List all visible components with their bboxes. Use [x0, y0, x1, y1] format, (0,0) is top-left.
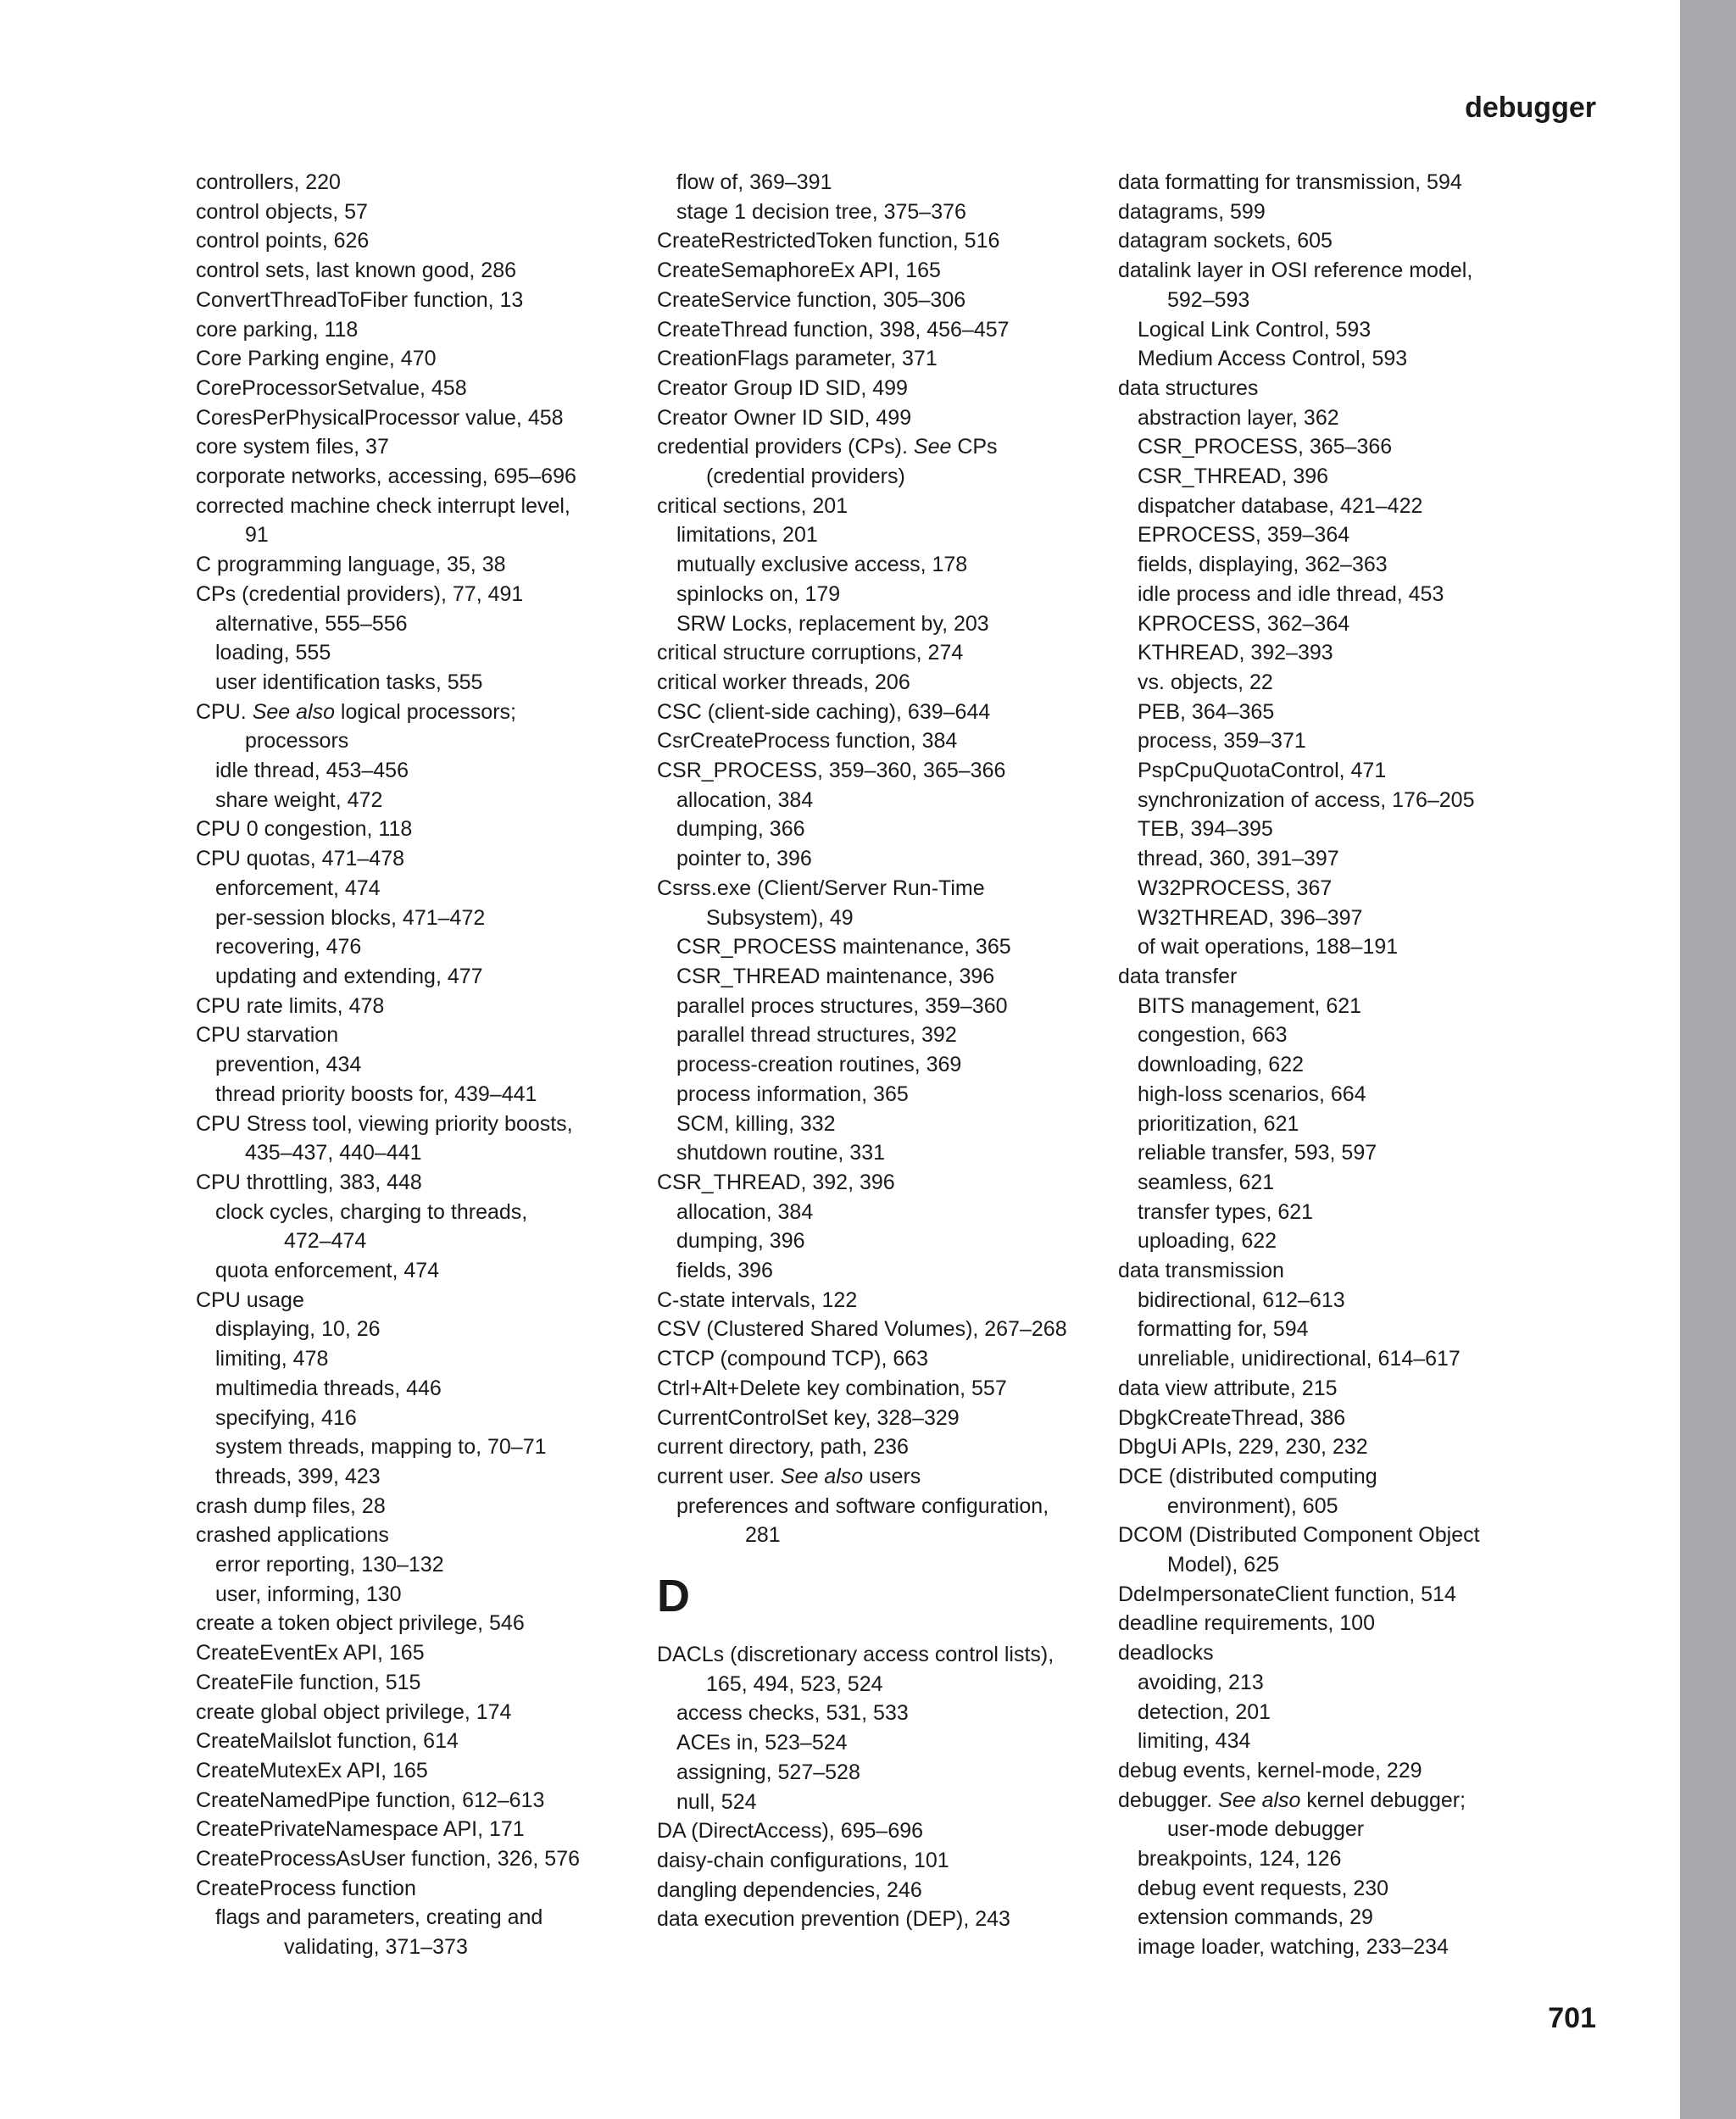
index-entry: control points, 626: [196, 229, 370, 253]
index-entry: crashed applications: [196, 1523, 389, 1548]
index-subentry: BITS management, 621: [1138, 993, 1362, 1018]
running-head: debugger: [1465, 92, 1596, 124]
index-entry: DbgkCreateThread, 386: [1118, 1405, 1346, 1430]
index-entry: critical worker threads, 206: [657, 670, 910, 694]
index-entry: current directory, path, 236: [657, 1435, 909, 1460]
index-entry: [657, 432, 1098, 462]
index-entry: data formatting for transmission, 594: [1118, 170, 1462, 194]
see-also-reference: See also: [780, 1464, 864, 1488]
index-subentry: pointer to, 396: [676, 847, 812, 871]
index-subentry: process, 359–371: [1138, 729, 1306, 754]
index-subentry: prioritization, 621: [1138, 1111, 1299, 1136]
index-entry: DCE (distributed computing: [1118, 1464, 1377, 1488]
index-entry: daisy-chain configurations, 101: [657, 1848, 949, 1872]
index-subentry: avoiding, 213: [1138, 1670, 1264, 1694]
index-entry: Creator Group ID SID, 499: [657, 375, 908, 400]
index-entry: corporate networks, accessing, 695–696: [196, 464, 576, 489]
index-subentry: specifying, 416: [215, 1405, 357, 1430]
index-entry: CreateSemaphoreEx API, 165: [657, 259, 941, 283]
index-subentry: congestion, 663: [1138, 1023, 1288, 1048]
index-entry: control objects, 57: [196, 199, 368, 224]
index-subentry: system threads, mapping to, 70–71: [215, 1435, 547, 1460]
index-entry: ConvertThreadToFiber function, 13: [196, 287, 524, 312]
index-subentry: user identification tasks, 555: [215, 670, 483, 694]
index-entry: CPs (credential providers), 77, 491: [196, 581, 524, 606]
index-subentry: KPROCESS, 362–364: [1138, 611, 1350, 636]
entry-text: CPs: [951, 435, 998, 459]
index-entry: corrected machine check interrupt level,: [196, 493, 570, 518]
index-subentry: flow of, 369–391: [676, 170, 832, 194]
entry-text: users: [863, 1464, 921, 1488]
index-entry: user-mode debugger: [1167, 1817, 1365, 1842]
index-subentry: per-session blocks, 471–472: [215, 905, 486, 930]
index-subentry: error reporting, 130–132: [215, 1553, 444, 1577]
index-subentry: KTHREAD, 392–393: [1138, 641, 1333, 665]
index-entry: CreateThread function, 398, 456–457: [657, 317, 1010, 342]
index-subentry: dispatcher database, 421–422: [1138, 493, 1423, 518]
index-entry: C programming language, 35, 38: [196, 553, 506, 577]
index-subentry: W32THREAD, 396–397: [1138, 905, 1363, 930]
index-subentry: fields, 396: [676, 1259, 773, 1283]
index-subentry: enforcement, 474: [215, 876, 381, 900]
index-entry: Csrss.exe (Client/Server Run-Time: [657, 876, 985, 900]
index-entry: 91: [245, 523, 269, 548]
index-subentry: thread, 360, 391–397: [1138, 847, 1339, 871]
index-subentry: PspCpuQuotaControl, 471: [1138, 759, 1387, 783]
index-subentry: fields, displaying, 362–363: [1138, 553, 1388, 577]
see-also-reference: See also: [1218, 1788, 1301, 1812]
index-entry: CSV (Clustered Shared Volumes), 267–268: [657, 1317, 1067, 1342]
index-entry: CreateFile function, 515: [196, 1670, 421, 1694]
index-entry: environment), 605: [1167, 1493, 1338, 1518]
index-subentry: updating and extending, 477: [215, 964, 483, 988]
index-entry: CSR_PROCESS, 359–360, 365–366: [657, 759, 1006, 783]
index-entry: CreateProcess function: [196, 1876, 416, 1900]
index-subentry: multimedia threads, 446: [215, 1376, 442, 1400]
index-entry: CreateService function, 305–306: [657, 287, 966, 312]
index-subentry: process-creation routines, 369: [676, 1053, 962, 1077]
index-entry: core parking, 118: [196, 317, 359, 342]
index-subentry: threads, 399, 423: [215, 1464, 381, 1488]
index-entry: CoresPerPhysicalProcessor value, 458: [196, 405, 564, 430]
index-entry: DbgUi APIs, 229, 230, 232: [1118, 1435, 1368, 1460]
index-subentry: share weight, 472: [215, 787, 383, 812]
index-subentry: TEB, 394–395: [1138, 817, 1273, 842]
index-subentry: 472–474: [284, 1229, 367, 1254]
index-subentry: displaying, 10, 26: [215, 1317, 381, 1342]
index-entry: data view attribute, 215: [1118, 1376, 1338, 1400]
index-subentry: extension commands, 29: [1138, 1905, 1373, 1930]
index-subentry: access checks, 531, 533: [676, 1701, 909, 1726]
index-entry: CPU 0 congestion, 118: [196, 817, 413, 842]
index-entry: create a token object privilege, 546: [196, 1611, 525, 1636]
page-number: 701: [1548, 2002, 1596, 2034]
index-entry: [1118, 1786, 1559, 1816]
index-entry: CreateEventEx API, 165: [196, 1641, 425, 1666]
index-subentry: CSR_THREAD, 396: [1138, 464, 1329, 489]
index-subentry: SCM, killing, 332: [676, 1111, 836, 1136]
index-subentry: unreliable, unidirectional, 614–617: [1138, 1347, 1461, 1371]
entry-text: logical processors;: [334, 699, 516, 724]
index-entry: CPU quotas, 471–478: [196, 847, 405, 871]
index-subentry: vs. objects, 22: [1138, 670, 1273, 694]
index-entry: CurrentControlSet key, 328–329: [657, 1405, 960, 1430]
index-subentry: debug event requests, 230: [1138, 1876, 1389, 1900]
index-subentry: transfer types, 621: [1138, 1199, 1314, 1224]
index-subentry: flags and parameters, creating and: [215, 1905, 543, 1930]
entry-text: CPU.: [196, 699, 253, 724]
index-subentry: reliable transfer, 593, 597: [1138, 1141, 1377, 1165]
index-subentry: image loader, watching, 233–234: [1138, 1935, 1449, 1960]
index-entry: CPU throttling, 383, 448: [196, 1170, 422, 1194]
index-entry: CreateMailslot function, 614: [196, 1729, 459, 1754]
index-entry: deadline requirements, 100: [1118, 1611, 1375, 1636]
index-entry: DdeImpersonateClient function, 514: [1118, 1582, 1456, 1606]
index-entry: DA (DirectAccess), 695–696: [657, 1819, 924, 1844]
index-subentry: parallel proces structures, 359–360: [676, 993, 1008, 1018]
index-entry: data structures: [1118, 375, 1259, 400]
index-subentry: spinlocks on, 179: [676, 581, 841, 606]
index-entry: control sets, last known good, 286: [196, 259, 517, 283]
index-entry: [196, 698, 637, 727]
index-entry: CPU starvation: [196, 1023, 339, 1048]
index-entry: critical sections, 201: [657, 493, 849, 518]
index-subentry: recovering, 476: [215, 935, 362, 959]
index-column-1: [196, 168, 637, 1962]
index-entry: CPU usage: [196, 1288, 304, 1312]
index-subentry: Logical Link Control, 593: [1138, 317, 1372, 342]
index-entry: (credential providers): [706, 464, 905, 489]
index-subentry: CSR_THREAD maintenance, 396: [676, 964, 995, 988]
index-entry: dangling dependencies, 246: [657, 1877, 922, 1902]
index-entry: data transmission: [1118, 1259, 1284, 1283]
index-subentry: 281: [745, 1523, 781, 1548]
index-subentry: user, informing, 130: [215, 1582, 402, 1606]
index-subentry: thread priority boosts for, 439–441: [215, 1082, 537, 1106]
index-subentry: shutdown routine, 331: [676, 1141, 886, 1165]
index-subentry: loading, 555: [215, 641, 331, 665]
index-entry: [657, 1462, 1098, 1492]
index-entry: CPU Stress tool, viewing priority boosts,: [196, 1111, 573, 1136]
index-subentry: downloading, 622: [1138, 1053, 1304, 1077]
index-subentry: W32PROCESS, 367: [1138, 876, 1333, 900]
index-subentry: breakpoints, 124, 126: [1138, 1847, 1342, 1872]
index-entry: Subsystem), 49: [706, 905, 854, 930]
index-entry: CreateMutexEx API, 165: [196, 1758, 428, 1783]
see-also-reference: See: [913, 435, 952, 459]
index-subentry: prevention, 434: [215, 1053, 362, 1077]
index-subentry: allocation, 384: [676, 1199, 814, 1224]
index-subentry: idle process and idle thread, 453: [1138, 581, 1444, 606]
index-subentry: alternative, 555–556: [215, 611, 408, 636]
index-entry: Creator Owner ID SID, 499: [657, 405, 912, 430]
index-entry: CreatePrivateNamespace API, 171: [196, 1817, 525, 1842]
index-subentry: bidirectional, 612–613: [1138, 1288, 1345, 1312]
index-entry: debug events, kernel-mode, 229: [1118, 1758, 1422, 1783]
index-entry: CSC (client-side caching), 639–644: [657, 699, 991, 724]
index-subentry: dumping, 366: [676, 817, 805, 842]
index-entry: controllers, 220: [196, 170, 341, 194]
index-entry: critical structure corruptions, 274: [657, 641, 964, 665]
index-subentry: limitations, 201: [676, 523, 818, 548]
index-subentry: dumping, 396: [676, 1229, 805, 1254]
index-entry: CSR_THREAD, 392, 396: [657, 1170, 895, 1194]
index-entry: CreateRestrictedToken function, 516: [657, 229, 1000, 253]
index-entry: DACLs (discretionary access control lists),: [657, 1643, 1054, 1667]
index-entry: create global object privilege, 174: [196, 1699, 512, 1724]
index-subentry: CSR_PROCESS, 365–366: [1138, 435, 1393, 459]
entry-text: credential providers (CPs).: [657, 435, 914, 459]
index-subentry: EPROCESS, 359–364: [1138, 523, 1350, 548]
index-column-2: [657, 168, 1098, 1934]
entry-text: current user.: [657, 1464, 781, 1488]
index-entry: CTCP (compound TCP), 663: [657, 1347, 929, 1371]
index-entry: 592–593: [1167, 287, 1250, 312]
section-letter: D: [657, 1571, 690, 1622]
index-subentry: seamless, 621: [1138, 1170, 1275, 1194]
index-subentry: null, 524: [676, 1789, 757, 1814]
index-subentry: validating, 371–373: [284, 1935, 468, 1960]
index-subentry: preferences and software configuration,: [676, 1493, 1049, 1518]
index-entry: deadlocks: [1118, 1641, 1214, 1666]
index-subentry: parallel thread structures, 392: [676, 1023, 957, 1048]
index-subentry: process information, 365: [676, 1082, 909, 1106]
index-entry: DCOM (Distributed Component Object: [1118, 1523, 1480, 1548]
page-edge-bar: [1680, 0, 1736, 2119]
index-column-3: [1118, 168, 1559, 1962]
index-subentry: limiting, 434: [1138, 1729, 1251, 1754]
index-entry: Core Parking engine, 470: [196, 347, 437, 371]
index-entry: CsrCreateProcess function, 384: [657, 729, 958, 754]
index-subentry: synchronization of access, 176–205: [1138, 787, 1475, 812]
index-subentry: quota enforcement, 474: [215, 1259, 440, 1283]
entry-text: kernel debugger;: [1300, 1788, 1466, 1812]
index-subentry: SRW Locks, replacement by, 203: [676, 611, 989, 636]
index-entry: crash dump files, 28: [196, 1493, 386, 1518]
index-subentry: CSR_PROCESS maintenance, 365: [676, 935, 1011, 959]
index-entry: CPU rate limits, 478: [196, 993, 385, 1018]
index-subentry: allocation, 384: [676, 787, 814, 812]
index-subentry: assigning, 527–528: [676, 1760, 860, 1784]
index-subentry: Medium Access Control, 593: [1138, 347, 1408, 371]
index-subentry: idle thread, 453–456: [215, 759, 409, 783]
index-entry: CreateProcessAsUser function, 326, 576: [196, 1847, 581, 1872]
see-also-reference: See also: [252, 699, 335, 724]
index-subentry: formatting for, 594: [1138, 1317, 1309, 1342]
index-entry: CreateNamedPipe function, 612–613: [196, 1788, 545, 1812]
index-subentry: mutually exclusive access, 178: [676, 553, 968, 577]
index-entry: datalink layer in OSI reference model,: [1118, 259, 1473, 283]
index-subentry: uploading, 622: [1138, 1229, 1277, 1254]
index-subentry: PEB, 364–365: [1138, 699, 1275, 724]
index-entry: Ctrl+Alt+Delete key combination, 557: [657, 1376, 1007, 1400]
index-entry: datagrams, 599: [1118, 199, 1266, 224]
index-subentry: ACEs in, 523–524: [676, 1731, 848, 1755]
index-entry: data execution prevention (DEP), 243: [657, 1907, 1010, 1932]
index-subentry: of wait operations, 188–191: [1138, 935, 1399, 959]
index-subentry: limiting, 478: [215, 1347, 329, 1371]
index-entry: data transfer: [1118, 964, 1238, 988]
index-subentry: stage 1 decision tree, 375–376: [676, 199, 966, 224]
index-entry: C-state intervals, 122: [657, 1288, 858, 1312]
index-entry: CoreProcessorSetvalue, 458: [196, 375, 467, 400]
index-entry: 435–437, 440–441: [245, 1141, 422, 1165]
index-subentry: high-loss scenarios, 664: [1138, 1082, 1366, 1106]
index-subentry: clock cycles, charging to threads,: [215, 1199, 528, 1224]
index-entry: datagram sockets, 605: [1118, 229, 1333, 253]
index-subentry: detection, 201: [1138, 1699, 1271, 1724]
index-subentry: abstraction layer, 362: [1138, 405, 1339, 430]
index-entry: Model), 625: [1167, 1553, 1280, 1577]
index-entry: CreationFlags parameter, 371: [657, 347, 938, 371]
index-entry: core system files, 37: [196, 435, 389, 459]
entry-text: debugger.: [1118, 1788, 1219, 1812]
index-entry: processors: [245, 729, 349, 754]
index-entry: 165, 494, 523, 524: [706, 1671, 883, 1696]
